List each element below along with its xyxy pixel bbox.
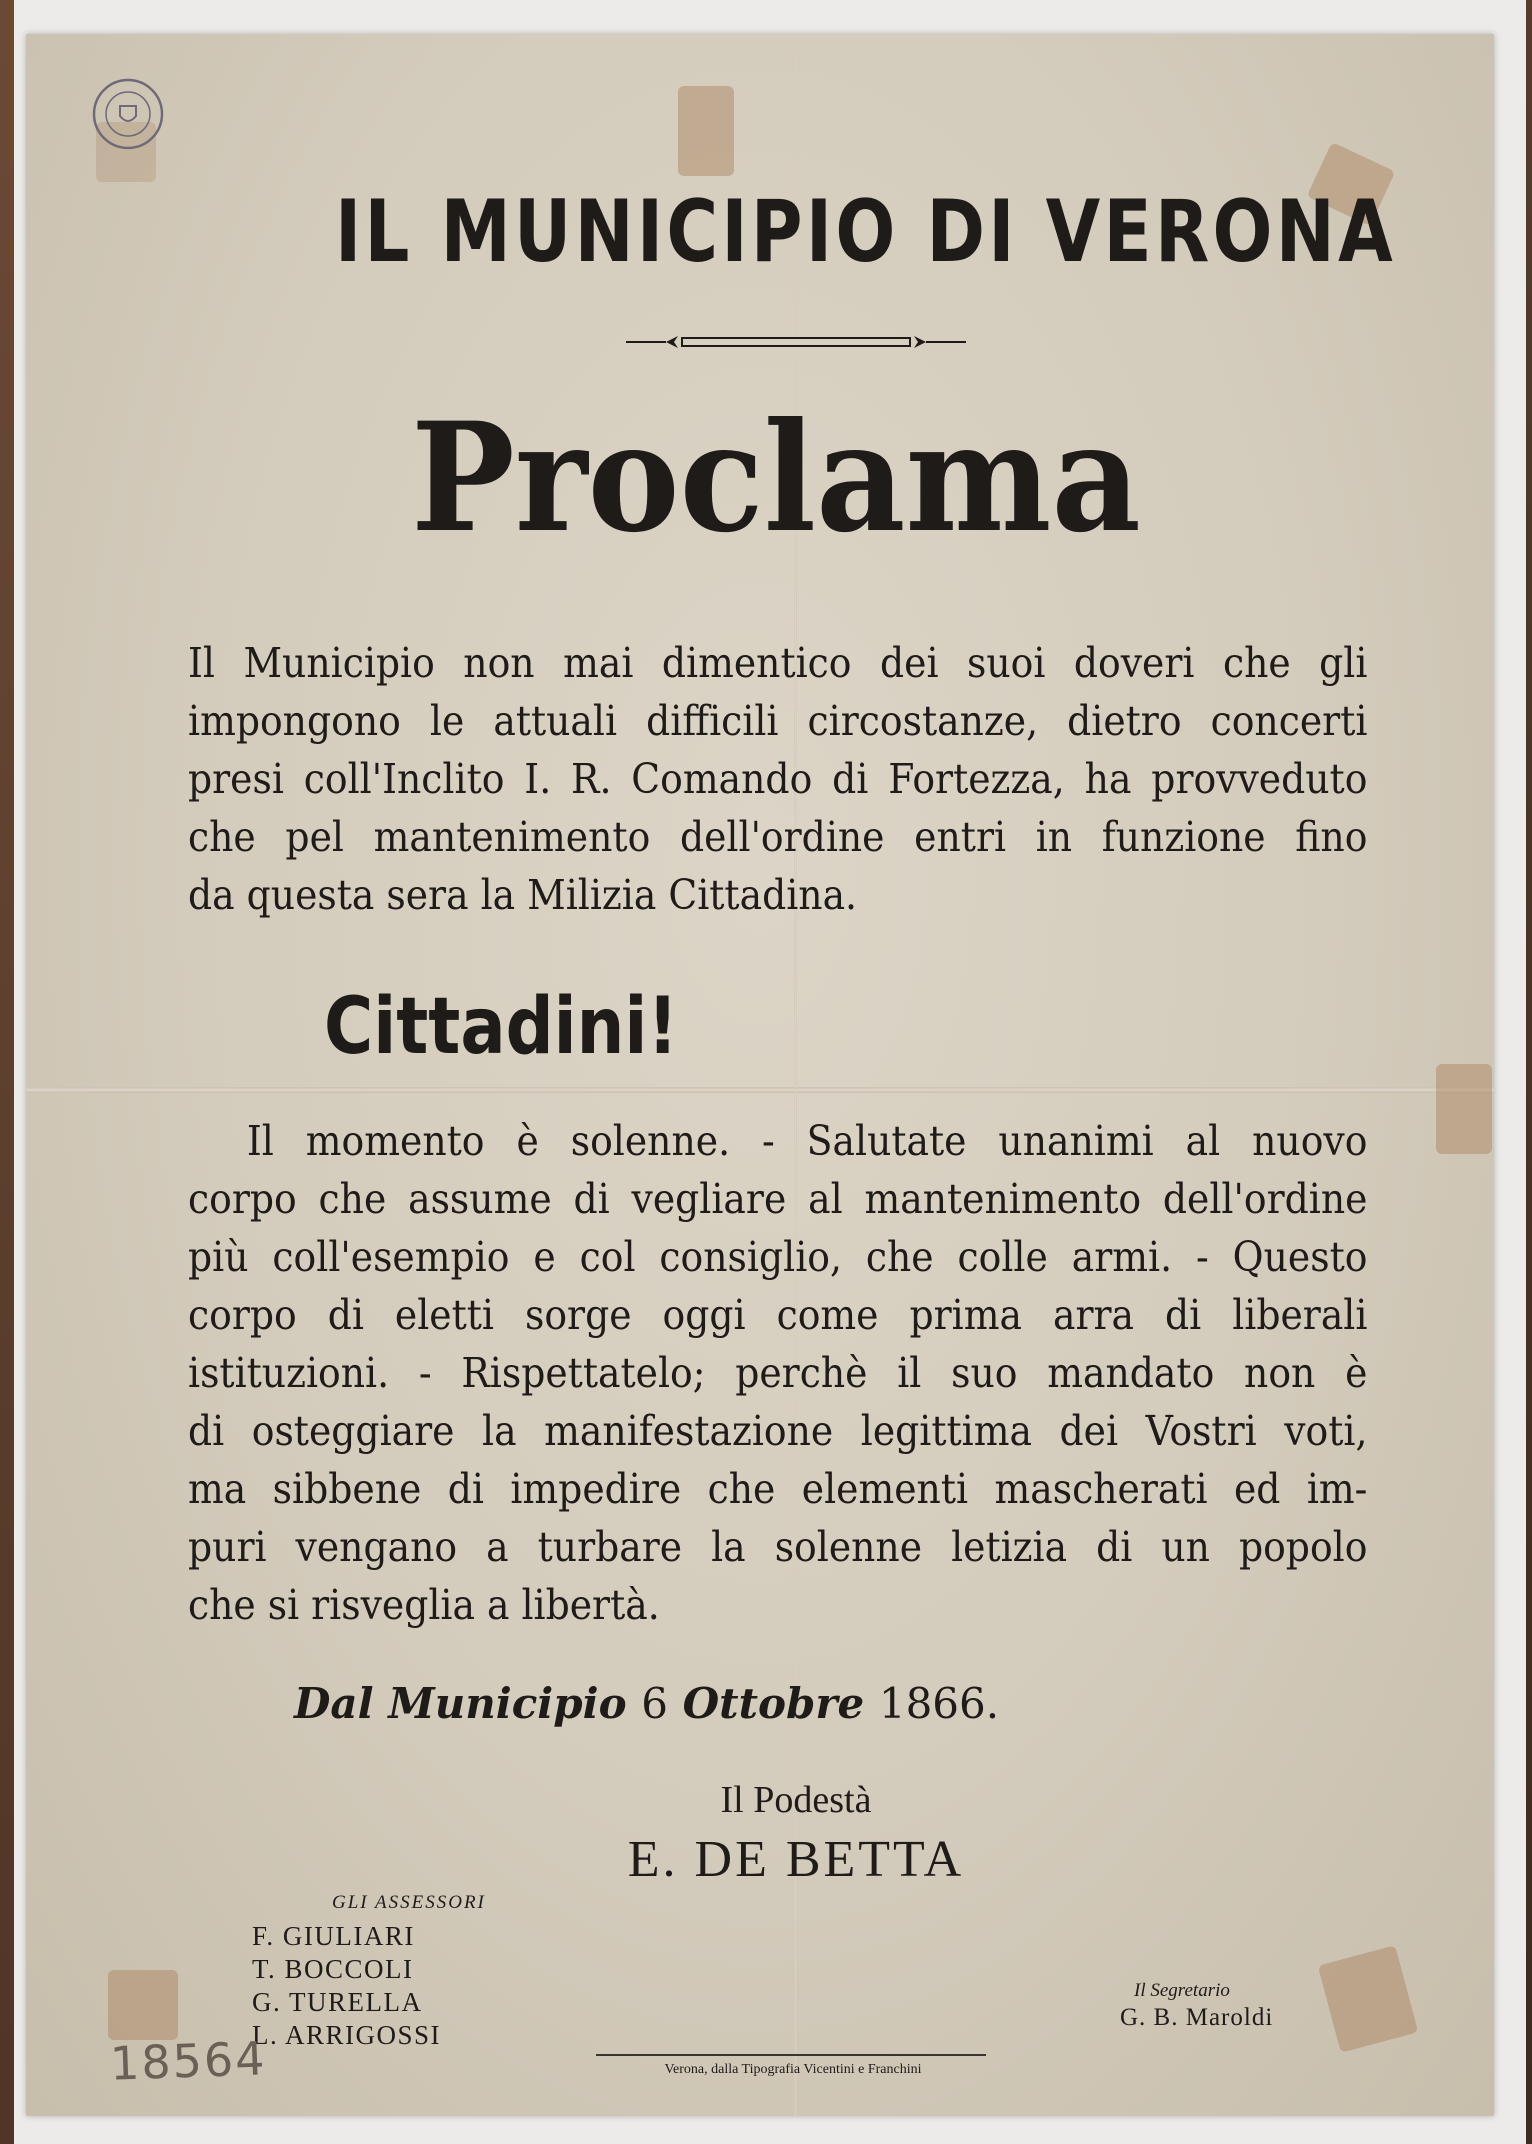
assessore-name: L. ARRIGOSSI: [252, 2020, 442, 2050]
dateline-year: 1866.: [878, 1679, 1000, 1728]
tape-stain: [678, 86, 734, 176]
tape-stain: [108, 1970, 178, 2040]
dateline-place: Dal Municipio: [294, 1679, 627, 1728]
municipality-title: IL MUNICIPIO DI VERONA: [335, 182, 1396, 282]
appeal-line: corpo di eletti sorge oggi come prima arra di liberali: [188, 1291, 1368, 1339]
assessori-label: GLI ASSESSORI: [332, 1892, 486, 1913]
podesta-label: Il Podestà: [720, 1779, 872, 1821]
proclama-heading: Proclama: [411, 390, 1141, 566]
proclamation-sheet: [26, 34, 1494, 2116]
horizontal-fold: [26, 1087, 1494, 1093]
intro-line: impongono le attuali difficili circostanze, dietro concerti: [188, 697, 1368, 745]
appeal-line: istituzioni. - Rispettatelo; perchè il suo mandato non è: [188, 1349, 1368, 1397]
intro-line: da questa sera la Milizia Cittadina.: [188, 871, 858, 919]
library-stamp-icon: [90, 76, 166, 152]
intro-line: Il Municipio non mai dimentico dei suoi doveri che gli: [188, 639, 1368, 687]
intro-paragraph: [188, 634, 1367, 924]
appeal-line: corpo che assume di vegliare al mantenimento dell'ordine: [188, 1175, 1368, 1223]
intro-line: presi coll'Inclito I. R. Comando di Fortezza, ha provveduto: [188, 755, 1368, 803]
tape-stain: [1436, 1064, 1492, 1154]
segretario-name: G. B. Maroldi: [1120, 2004, 1274, 2031]
cittadini-heading: Cittadini!: [324, 982, 678, 1072]
intro-line: che pel mantenimento dell'ordine entri in funzione fino: [188, 813, 1368, 861]
appeal-line: più coll'esempio e col consiglio, che colle armi. - Questo: [188, 1233, 1368, 1281]
dateline-day: 6: [641, 1679, 668, 1728]
printer-imprint: Verona, dalla Tipografia Vicentini e Franchini: [664, 2062, 922, 2077]
appeal-line: puri vengano a turbare la solenne letizia di un popolo: [188, 1523, 1368, 1571]
assessore-name: F. GIULIARI: [252, 1921, 415, 1951]
segretario-label: Il Segretario: [1134, 1980, 1230, 2001]
ornamental-rule-icon: [626, 330, 966, 354]
dateline: [294, 1679, 999, 1728]
podesta-name: E. DE BETTA: [627, 1831, 965, 1888]
appeal-line: Il momento è solenne. - Salutate unanimi al nuovo: [246, 1117, 1368, 1165]
assessori-list: [252, 1920, 441, 2052]
assessore-name: G. TURELLA: [252, 1987, 423, 2017]
dateline-month: Ottobre: [682, 1679, 865, 1728]
imprint-rule: [596, 2054, 986, 2056]
appeal-line: che si risveglia a libertà.: [188, 1581, 660, 1629]
tape-stain: [1318, 1945, 1419, 2053]
assessore-name: T. BOCCOLI: [252, 1954, 414, 1984]
appeal-line: di osteggiare la manifestazione legittima dei Vostri voti,: [188, 1407, 1368, 1455]
appeal-line: ma sibbene di impedire che elementi mascherati ed im-: [188, 1465, 1368, 1513]
appeal-paragraph: [188, 1112, 1367, 1634]
handwritten-inventory-number: 18564: [109, 2031, 268, 2091]
